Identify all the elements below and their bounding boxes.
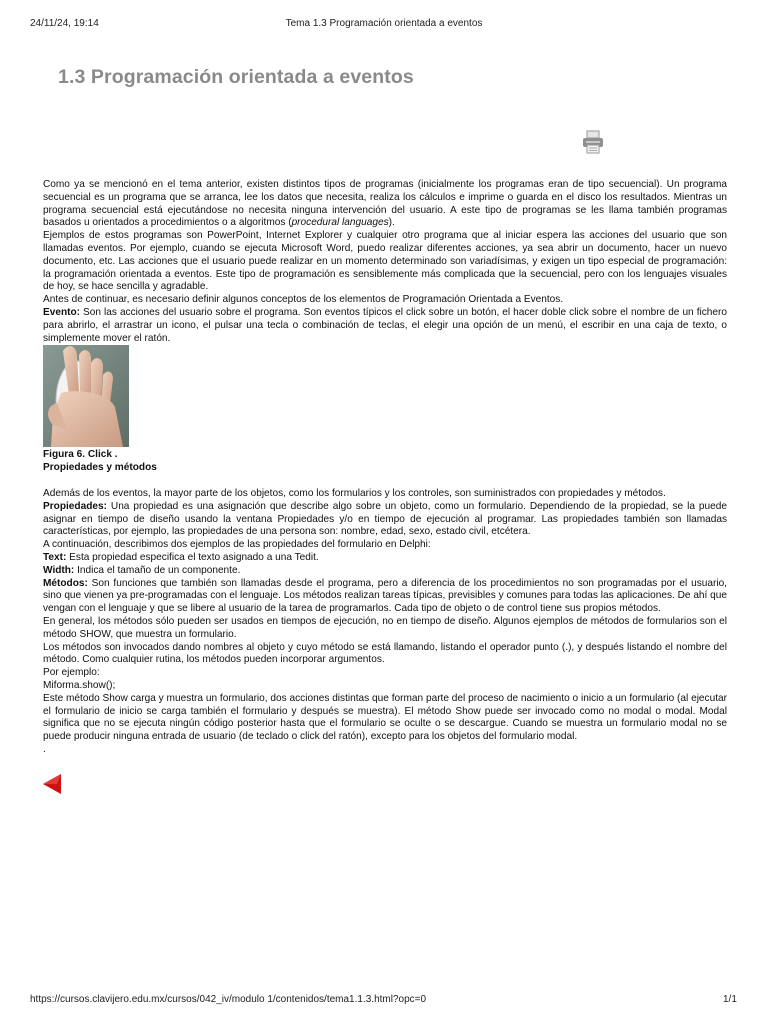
procedural-languages-term: procedural languages — [291, 217, 389, 229]
objects-paragraph: Además de los eventos, la mayor parte de los objetos, como los formularios y los controles, son suministrados con propiedades y métodos. — [43, 487, 666, 499]
metodos-definition: Métodos: Son funciones que también son llamadas desde el programa, pero a diferencia de los procedimientos no son programadas por el usuario, sino que vienen ya pre-programadas con el lenguaje. Los métodos realizan tareas típicas, previsibles y comunes para todas las aplicaciones. De ahí que vengan con el lenguaje y que se libere al usuario de la tarea de programarlos. Cada tipo de objeto o de control tiene sus propios métodos. — [43, 577, 727, 615]
example-intro: Por ejemplo: — [43, 667, 100, 679]
propiedades-label: Propiedades: — [43, 500, 107, 512]
methods-runtime-paragraph: En general, los métodos sólo pueden ser usados en tiempos de ejecución, no en tiempo de diseño. Algunos ejemplos de métodos de formularios son el método SHOW, que muestra un formulario. — [43, 615, 727, 640]
printer-icon[interactable] — [580, 129, 606, 155]
show-method-paragraph: Este método Show carga y muestra un formulario, dos acciones distintas que forman parte del proceso de nacimiento o inicio a un formulario (al ejecutar el formulario de inicio se carga también el formulario y después se muestra). El método Show puede ser invocado como no modal o modal. Modal significa que no se ejecuta ningún código posterior hasta que el formulario se oculte o se descargue. Cuando se muestra un formulario modal no se puede producir ninguna entrada de usuario (de teclado o click del ratón), excepto para los objetos del formulario modal. — [43, 692, 727, 743]
methods-invocation-paragraph: Los métodos son invocados dando nombres al objeto y cuyo método se está llamando, listando el operador punto (.), y después listando el nombre del método. Como cualquier rutina, los métodos pueden incorporar argumentos. — [43, 641, 727, 666]
print-page-title: Tema 1.3 Programación orientada a eventos — [285, 18, 483, 29]
section-heading: Propiedades y métodos — [43, 462, 157, 474]
page-url: https://cursos.clavijero.edu.mx/cursos/042_iv/modulo 1/contenidos/tema1.1.3.html?opc=0 — [30, 994, 427, 1005]
examples-paragraph: Ejemplos de estos programas son PowerPoint, Internet Explorer y cualquier otro programa que al iniciar espera las acciones del usuario que son llamadas eventos. Por ejemplo, cuando se ejecuta Microsoft Word, puedo realizar diferentes acciones, ya sea abrir un documento, hacer un nuevo documento, etc. Las acciones que el usuario puede realizar en un momento determinado son variadísimas, y exigen un tipo especial de programación: la programación orientada a eventos. Este tipo de programación es sensiblemente más complicada que la secuencial, pero con los lenguajes visuales de hoy, se hace sencilla y agradable. — [43, 230, 727, 293]
text-property: Text: Esta propiedad especifica el texto asignado a una Tedit. — [43, 551, 319, 563]
delphi-paragraph: A continuación, describimos dos ejemplos de las propiedades del formulario en Delphi: — [43, 539, 431, 551]
evento-label: Evento: — [43, 306, 81, 318]
propiedades-definition: Propiedades: Una propiedad es una asignación que describe algo sobre un objeto, como un formulario. Dependiendo de la propiedad, se la puede asignar en tiempo de diseño usando la ventana Propiedades y/o en tiempo de ejecución al programar. Las propiedades también son llamadas características, por ejemplo, las propiedades de una persona son: nombre, edad, sexo, estado civil, etcétera. — [43, 500, 727, 538]
width-label: Width: — [43, 564, 75, 576]
width-property: Width: Indica el tamaño de un componente. — [43, 564, 241, 576]
figure-caption: Figura 6. Click . — [43, 449, 118, 461]
article-body — [43, 179, 727, 795]
concepts-paragraph: Antes de continuar, es necesario definir algunos conceptos de los elementos de Programación Orientada a Eventos. — [43, 294, 564, 306]
page-title: 1.3 Programación orientada a eventos — [58, 66, 414, 88]
page-count: 1/1 — [723, 994, 737, 1005]
trailing-dot: . — [43, 743, 46, 755]
text-label: Text: — [43, 551, 67, 563]
back-arrow-icon[interactable] — [41, 773, 63, 795]
evento-definition: Evento: Son las acciones del usuario sobre el programa. Son eventos típicos el click sobre un botón, el hacer doble click sobre el nombre de un fichero para abrirlo, el arrastrar un icono, el pulsar una tecla o combinación de teclas, el elegir una opción de un menú, el escribir en una caja de texto, o simplemente mover el ratón. — [43, 306, 727, 344]
hand-clicking-mouse-image — [43, 345, 129, 447]
code-example: Miforma.show(); — [43, 679, 116, 691]
intro-paragraph: Como ya se mencionó en el tema anterior, existen distintos tipos de programas (inicialmente los programas eran de tipo secuencial). Un programa secuencial es un programa que se arranca, lee los datos que necesita, realiza los cálculos e imprime o guarda en el disco los resultados. Mientras un programa secuencial está ejecutándose no necesita ninguna intervención del usuario. A este tipo de programas se les llama también programas basados u orientados a procedimientos o a algoritmos (procedural languages). — [43, 179, 727, 229]
metodos-label: Métodos: — [43, 577, 88, 589]
print-datetime: 24/11/24, 19:14 — [30, 18, 99, 29]
